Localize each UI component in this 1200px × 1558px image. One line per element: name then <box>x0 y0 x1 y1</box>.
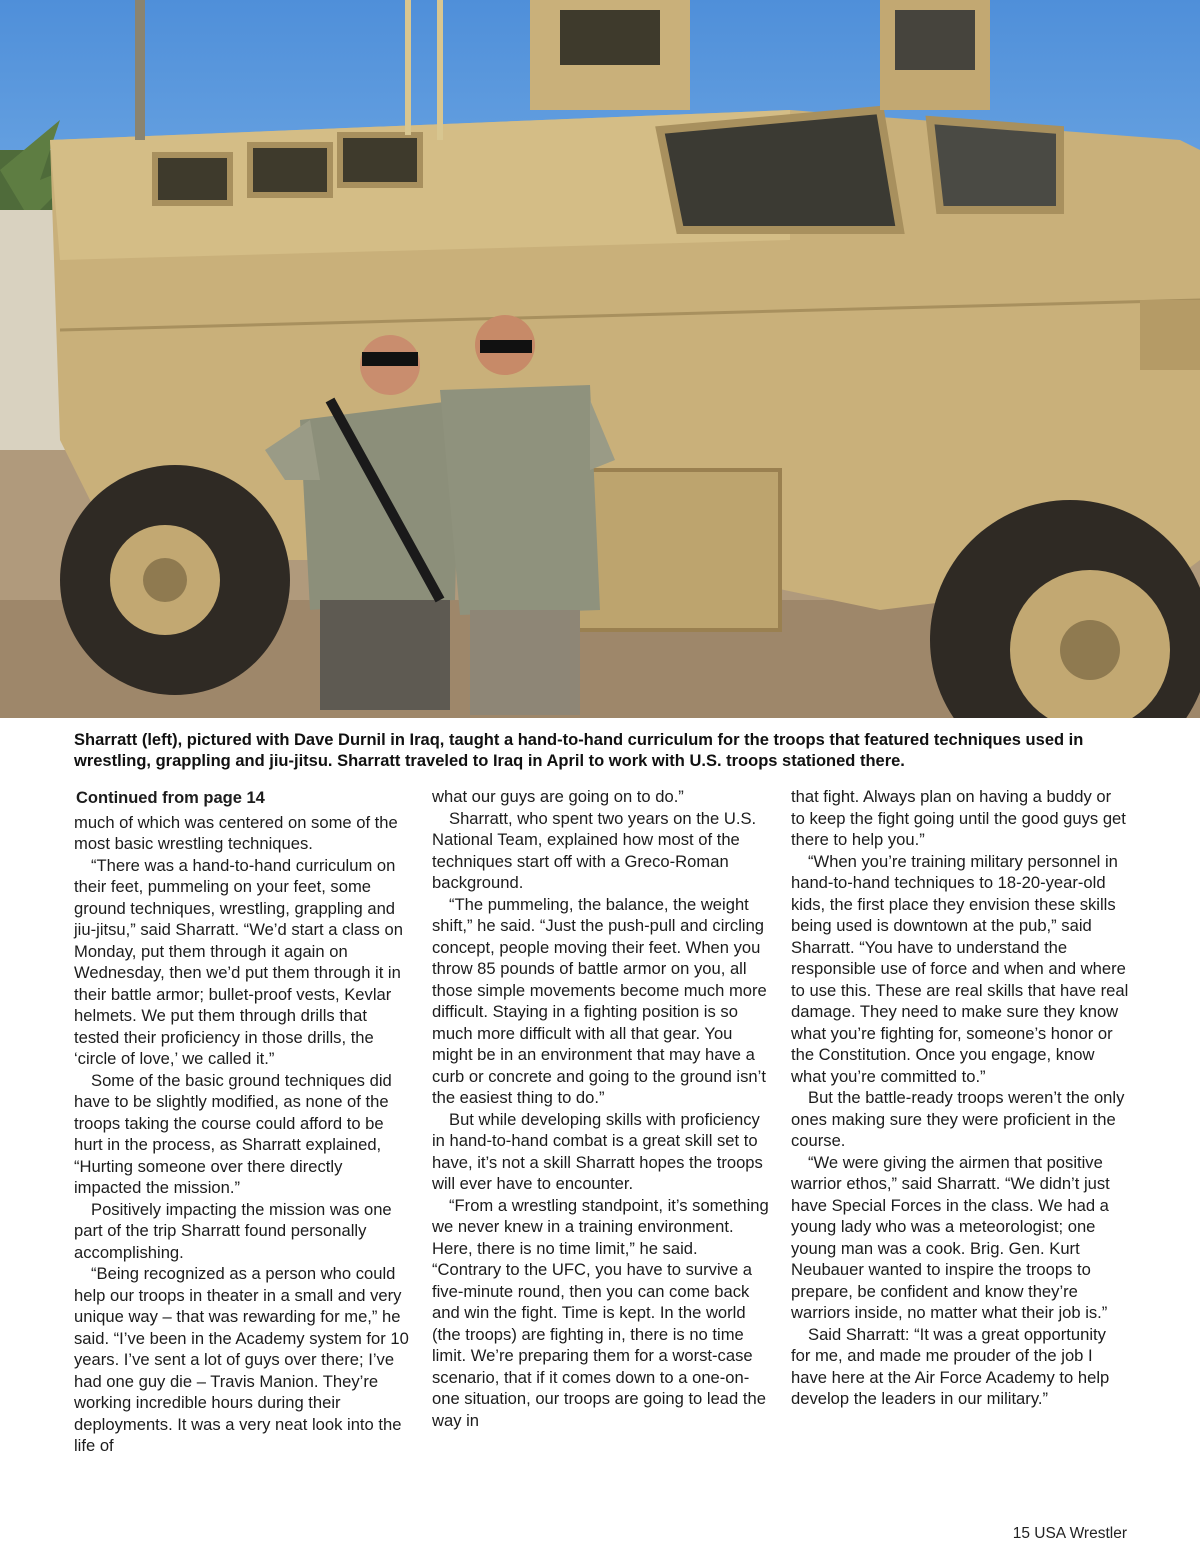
paragraph: Some of the basic ground techniques did have to be slightly modified, as none of the troops taking the course could afford to be hurt in the process, as Sharratt explained, “Hurting someone over there directly impacted the mission.” <box>74 1070 392 1197</box>
article-column-3 <box>791 786 1129 1410</box>
paragraph: what our guys are going on to do.” <box>432 787 684 806</box>
paragraph: Positively impacting the mission was one part of the trip Sharratt found personally accomplishing. <box>74 1199 392 1262</box>
paragraph: Said Sharratt: “It was a great opportunity for me, and made me prouder of the job I have here at the Air Force Academy to help develop the leaders in our military.” <box>791 1324 1110 1408</box>
continued-from-label: Continued from page 14 <box>76 789 265 807</box>
photo-caption: Sharratt (left), pictured with Dave Durnil in Iraq, taught a hand-to-hand curriculum for the troops that featured techniques used in wrestling, grappling and jiu-jitsu. Sharratt traveled to Iraq in April to work with U.S. troops stationed there. <box>74 731 1084 770</box>
paragraph: “We were giving the airmen that positive warrior ethos,” said Sharratt. “We didn’t just have Special Forces in the class. We had a young lady who was a meteorologist; one young man was a cook. Brig. Gen. Kurt Neubauer wanted to inspire the troops to prepare, be confident and know they’re warriors inside, no matter what their job is.” <box>791 1152 1110 1322</box>
paragraph: Sharratt, who spent two years on the U.S. National Team, explained how most of the techniques start off with a Greco-Roman background. <box>432 808 757 892</box>
article-column-2 <box>432 786 770 1431</box>
paragraph: “From a wrestling standpoint, it’s something we never knew in a training environment. Here, there is no time limit,” he said. “Contrary to the UFC, you have to survive a five-minute round, then you can come back and win the fight. Time is kept. In the world (the troops) are fighting in, there is no time limit. We’re preparing them for a worst-case scenario, that if it comes down to a one-on-one situation, our troops are going to lead the way in <box>432 1195 769 1430</box>
paragraph: “There was a hand-to-hand curriculum on their feet, pummeling on your feet, some ground techniques, wrestling, grappling and jiu-jitsu,” said Sharratt. “We’d start a class on Monday, put them through it again on Wednesday, then we’d put them through it in their battle armor; bullet-proof vests, Kevlar helmets. We put them through drills that tested their proficiency in those drills, the ‘circle of love,’ we called it.” <box>74 855 403 1068</box>
photo-illustration <box>0 0 1200 718</box>
paragraph: But while developing skills with proficiency in hand-to-hand combat is a great skill set to have, it’s not a skill Sharratt hopes the troops will ever have to encounter. <box>432 1109 763 1193</box>
paragraph: But the battle-ready troops weren’t the only ones making sure they were proficient in the course. <box>791 1088 1125 1150</box>
article-column-1 <box>74 786 412 1457</box>
page-folio: 15 USA Wrestler <box>1012 1525 1127 1542</box>
paragraph: much of which was centered on some of the most basic wrestling techniques. <box>74 812 398 853</box>
paragraph: that fight. Always plan on having a buddy or to keep the fight going until the good guys get there to help you.” <box>791 787 1126 849</box>
paragraph: “Being recognized as a person who could help our troops in theater in a small and very unique way – that was rewarding for me,” he said. “I’ve been in the Academy system for 10 years. I’ve sent a lot of guys over there; I’ve had one guy die – Travis Manion. They’re working incredible hours during their deployments. It was a very neat look into the life of <box>74 1264 409 1455</box>
paragraph: “When you’re training military personnel in hand-to-hand techniques to 18-20-year-old kids, the first place they envision these skills being used is downtown at the pub,” said Sharratt. “You have to understand the responsible use of force and when and where to use this. These are real skills that have real damage. They need to make sure they know what you’re fighting for, someone’s honor or the Constitution. Once you engage, know what you’re committed to.” <box>791 851 1129 1086</box>
paragraph: “The pummeling, the balance, the weight shift,” he said. “Just the push-pull and circling concept, people moving their feet. When you throw 85 pounds of battle armor on you, all those simple movements become much more difficult. Staying in a fighting position is so much more difficult with all that gear. You might be in an environment that may have a curb or concrete and going to the ground isn’t the easiest thing to do.” <box>432 894 767 1107</box>
feature-photo <box>0 0 1200 718</box>
